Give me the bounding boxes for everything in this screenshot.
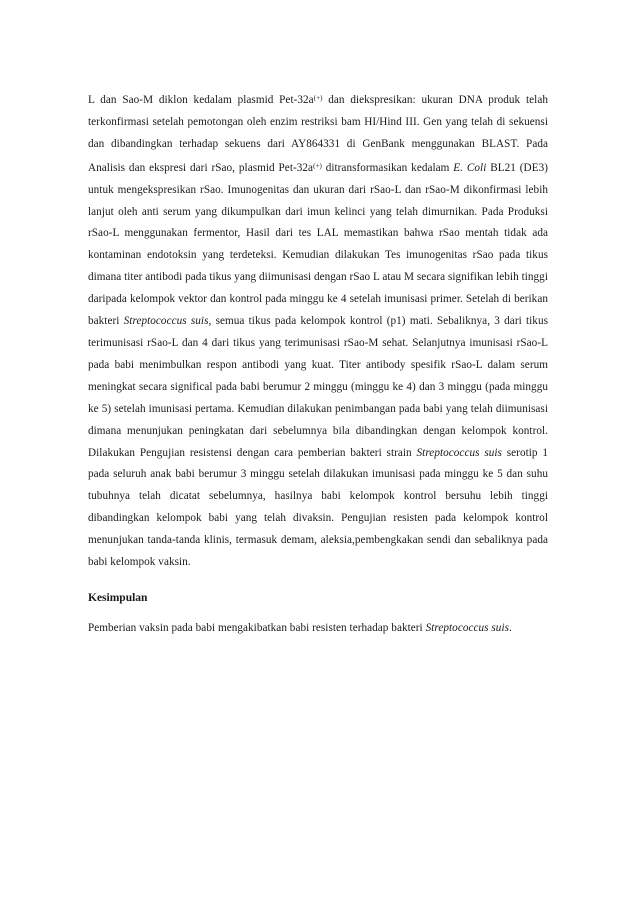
species-name: Streptococcus suis: [425, 621, 510, 634]
superscript-plus: (+): [313, 161, 322, 170]
text-run: Pemberian vaksin pada babi mengakibatkan babi resisten terhadap bakteri: [88, 621, 426, 634]
text-run: semua tikus pada kelompok kontrol (p1) mati. Sebaliknya, 3 dari tikus terimunisasi rSao-L dan 4 dari tikus yang terimunisasi rSao-M sehat. Selanjutnya imunisasi rSao-L pada babi menimbulkan respon antibodi yang kuat. Titer antibody spesifik rSao-L dalam serum meningkat secara significal pada babi berumur 2 minggu (minggu ke 4) dan 3 minggu (pada minggu ke 5) setelah imunisasi pertama. Kemudian dilakukan penimbangan pada babi yang telah diimunisasi dimana menunjukan peningkatan dari sebelumnya bila dibandingkan dengan kelompok kontrol. Dilakukan Pengujian resistensi dengan cara pemberian bakteri strain: [88, 315, 548, 459]
text-run: L dan Sao-M diklon kedalam plasmid Pet-32a: [88, 94, 314, 106]
species-name: E. Coli: [453, 161, 487, 174]
species-name: Streptococcus suis,: [123, 315, 212, 328]
species-name: Streptococcus suis: [416, 446, 502, 459]
section-heading: Kesimpulan: [88, 591, 148, 604]
text-run: BL21 (DE3) untuk mengekspresikan rSao. Imunogenitas dan ukuran dari rSao-L dan rSao-M dikonfirmasi lebih lanjut oleh anti serum yang dikumpulkan dari imun kelinci yang telah dimurnikan. Pada Produksi rSao-L menggunakan fermentor, Hasil dari tes LAL memastikan bahwa rSao mentah tidak ada kontaminan endotoksin yang terdeteksi. Kemudian dilakukan Tes imunogenitas rSao pada tikus dimana titer antibodi pada tikus yang diimunisasi dengan rSao L atau M secara signifikan lebih tinggi daripada kelompok vektor dan kontrol pada minggu ke 4 setelah imunisasi primer. Setelah di berikan bakteri: [88, 161, 548, 328]
superscript-plus: (+): [313, 94, 323, 102]
results-paragraph: [88, 88, 548, 574]
conclusion-paragraph: [88, 618, 548, 640]
text-run: .: [509, 621, 512, 634]
text-run: serotip 1 pada seluruh anak babi berumur 3 minggu setelah dilakukan imunisasi pada minggu ke 5 dan suhu tubuhnya telah dicatat sebelumnya, hasilnya babi kelompok kontrol bersuhu lebih tinggi dibandingkan kelompok babi yang telah divaksin. Pengujian resisten pada kelompok kontrol menunjukan tanda-tanda klinis, termasuk demam, aleksia,pembengkakan sendi dan sebaliknya pada babi kelompok vaksin.: [88, 446, 548, 569]
text-run: ditransformasikan kedalam: [321, 161, 454, 174]
document-page: [88, 88, 548, 640]
text-run: dan diekspresikan: ukuran DNA produk telah terkonfirmasi setelah pemotongan oleh enzim restriksi bam HI/Hind III. Gen yang telah di sekuensi dan dibandingkan terhadap sekuens dari AY864331 di GenBank menggunakan BLAST. Pada Analisis dan ekspresi dari rSao, plasmid Pet-32a: [88, 94, 548, 174]
